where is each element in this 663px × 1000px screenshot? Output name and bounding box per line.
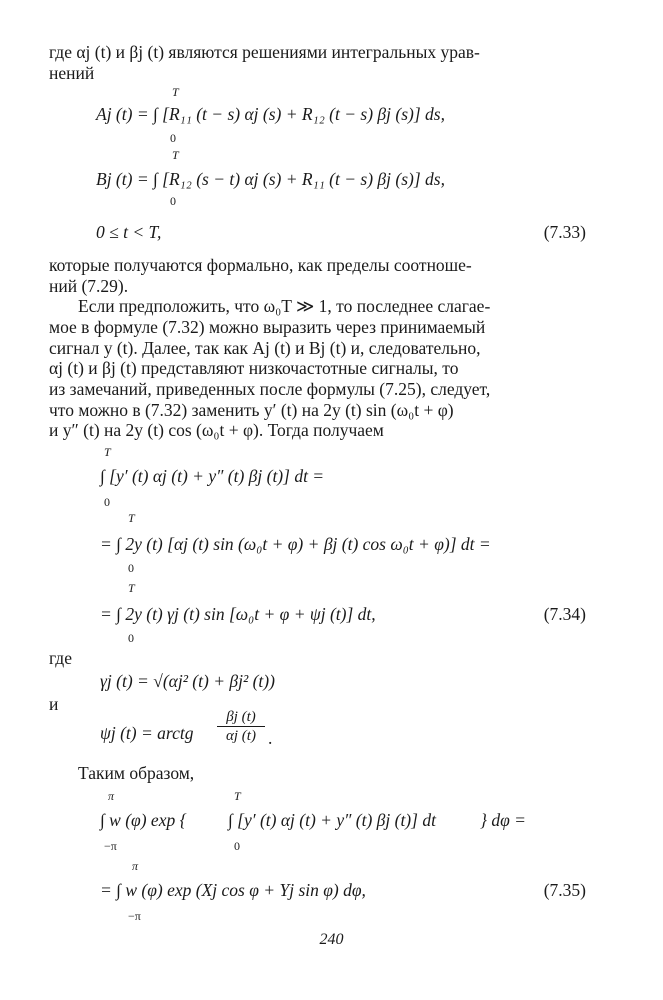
paragraph-line: ний (7.29). <box>49 276 129 296</box>
paragraph-line: которые получаются формально, как пределы соотноше- <box>49 255 472 275</box>
intro-line-2: нений <box>49 63 95 83</box>
lower-limit: 0 <box>128 631 134 645</box>
equation-734b: = ∫ 2y (t) [αj (t) sin (ω₀t + φ) + βj (t) cos ω₀t + φ)] dt = <box>100 534 491 554</box>
lower-limit: 0 <box>234 839 240 853</box>
equation-gamma: γj (t) = √(αj² (t) + βj² (t)) <box>100 671 275 691</box>
upper-limit: T <box>234 789 241 803</box>
lower-limit: −π <box>104 839 117 853</box>
upper-limit: π <box>108 789 115 803</box>
word-thus: Таким образом, <box>78 763 195 783</box>
upper-limit: T <box>172 148 179 162</box>
paragraph-line: Если предположить, что ω₀T ≫ 1, то последнее слагае- <box>78 296 491 316</box>
fraction-denominator: αj (t) <box>226 728 256 744</box>
equation-735a-left: ∫ w (φ) exp { <box>100 810 187 830</box>
equation-range: 0 ≤ t < T, <box>96 222 162 242</box>
equation-psi: ψj (t) = arctg <box>100 723 194 743</box>
upper-limit: T <box>128 581 135 595</box>
paragraph-line: сигнал y (t). Далее, так как Aj (t) и Bj (t) и, следовательно, <box>49 338 481 358</box>
equation-734a: ∫ [y′ (t) αj (t) + y″ (t) βj (t)] dt = <box>100 466 325 486</box>
fraction-numerator: βj (t) <box>217 708 265 727</box>
fraction <box>217 708 265 745</box>
upper-limit: π <box>132 859 139 873</box>
equation-number: (7.35) <box>543 880 586 900</box>
page-number: 240 <box>319 931 344 948</box>
equation-734c: = ∫ 2y (t) γj (t) sin [ω₀t + φ + ψj (t)] dt, <box>100 604 376 624</box>
lower-limit: 0 <box>128 561 134 575</box>
equation-735b: = ∫ w (φ) exp (Xj cos φ + Yj sin φ) dφ, <box>100 880 366 900</box>
equation-735a-mid: ∫ [y′ (t) αj (t) + y″ (t) βj (t)] dt <box>228 810 436 830</box>
equation-number: (7.33) <box>543 222 586 242</box>
word-where: где <box>49 648 72 668</box>
lower-limit: −π <box>128 909 141 923</box>
word-and: и <box>49 694 59 714</box>
paragraph-line: что можно в (7.32) заменить y′ (t) на 2y (t) sin (ω₀t + φ) <box>49 400 454 420</box>
lower-limit: 0 <box>170 131 176 145</box>
equation-B: Bj (t) = ∫ [R₁₂ (s − t) αj (s) + R₁₁ (t − s) βj (s)] ds, <box>96 169 445 189</box>
paragraph-line: αj (t) и βj (t) представляют низкочастотные сигналы, то <box>49 358 459 378</box>
period: . <box>268 728 273 748</box>
equation-A: Aj (t) = ∫ [R₁₁ (t − s) αj (s) + R₁₂ (t − s) βj (s)] ds, <box>96 104 445 124</box>
upper-limit: T <box>104 445 111 459</box>
paragraph-line: и y″ (t) на 2y (t) cos (ω₀t + φ). Тогда получаем <box>49 420 384 440</box>
equation-735a-right: } dφ = <box>480 810 526 830</box>
lower-limit: 0 <box>104 495 110 509</box>
upper-limit: T <box>128 511 135 525</box>
upper-limit: T <box>172 85 179 99</box>
equation-number: (7.34) <box>543 604 586 624</box>
intro-line-1: где αj (t) и βj (t) являются решениями интегральных урав- <box>49 42 480 62</box>
lower-limit: 0 <box>170 194 176 208</box>
paragraph-line: из замечаний, приведенных после формулы (7.25), следует, <box>49 379 491 399</box>
paragraph-line: мое в формуле (7.32) можно выразить через принимаемый <box>49 317 486 337</box>
